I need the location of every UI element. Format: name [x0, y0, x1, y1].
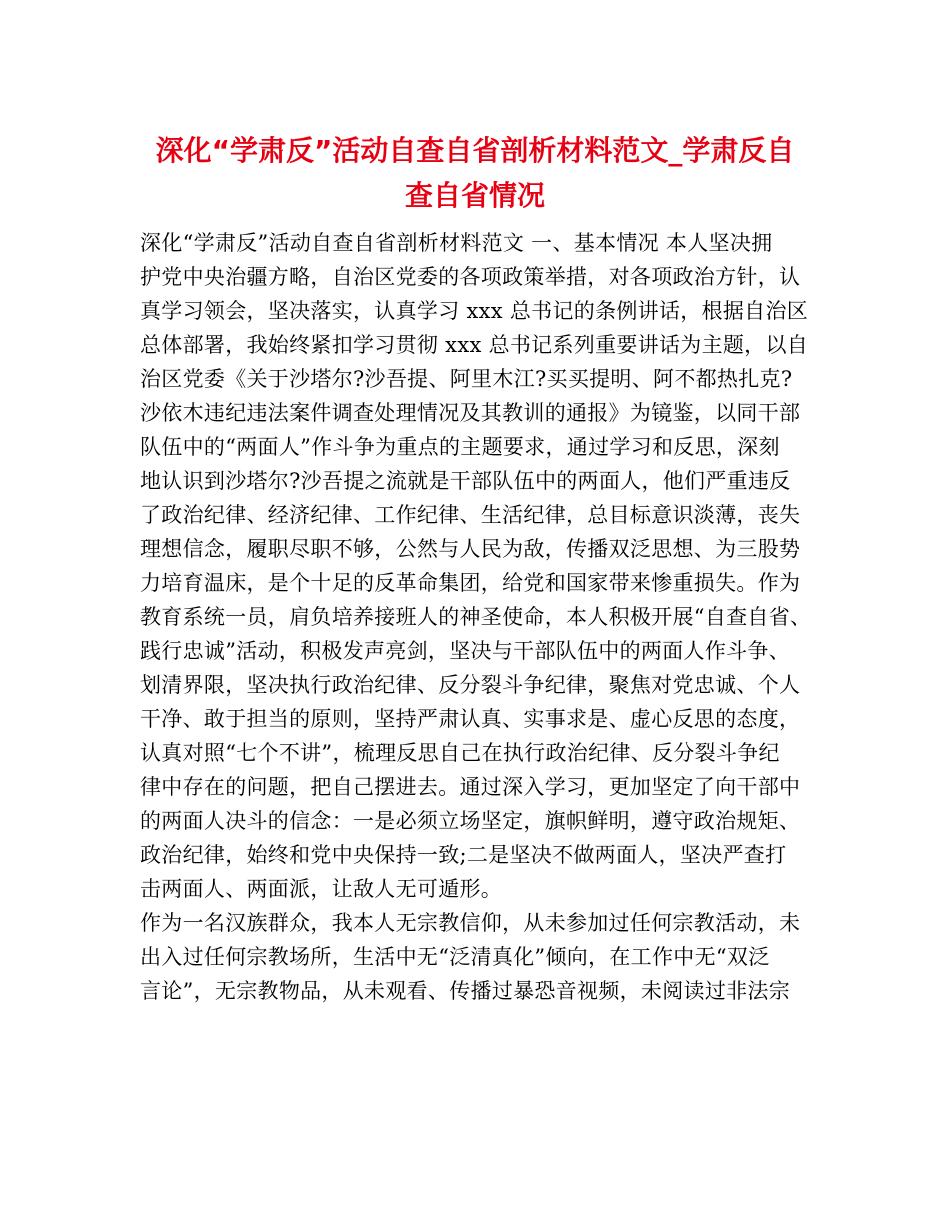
body-line: 护党中央治疆方略，自治区党委的各项政策举措，对各项政治方针，认 — [140, 265, 801, 289]
body-line: 划清界限，坚决执行政治纪律、反分裂斗争纪律，聚焦对党忠诚、个人 — [140, 673, 801, 697]
body-line: 干净、敢于担当的原则，坚持严肃认真、实事求是、虚心反思的态度， — [140, 707, 801, 731]
document-title-line-2: 查自省情况 — [404, 179, 545, 212]
body-line: 了政治纪律、经济纪律、工作纪律、生活纪律，总目标意识淡薄，丧失 — [140, 503, 801, 527]
body-line: 地认识到沙塔尔?沙吾提之流就是干部队伍中的两面人，他们严重违反 — [140, 469, 791, 493]
body-line: 言论”，无宗教物品，从未观看、传播过暴恐音视频，未阅读过非法宗 — [140, 979, 791, 1003]
body-line: 作为一名汉族群众，我本人无宗教信仰，从未参加过任何宗教活动，未 — [140, 911, 801, 935]
document-title-line-1: 深化“学肃反”活动自查自省剖析材料范文_学肃反自 — [155, 134, 795, 167]
body-line: 治区党委《关于沙塔尔?沙吾提、阿里木江?买买提明、阿不都热扎克? — [140, 367, 793, 391]
body-line: 教育系统一员，肩负培养接班人的神圣使命，本人积极开展“自查自省、 — [140, 605, 812, 629]
body-line: 真学习领会，坚决落实，认真学习 xxx 总书记的条例讲话，根据自治区 — [140, 299, 809, 323]
body-line: 的两面人决斗的信念：一是必须立场坚定，旗帜鲜明，遵守政治规矩、 — [140, 809, 801, 833]
body-line: 深化“学肃反”活动自查自省剖析材料范文 一、基本情况 本人坚决拥 — [140, 231, 773, 255]
body-line: 沙依木违纪违法案件调查处理情况及其教训的通报》为镜鉴，以同干部 — [140, 401, 801, 425]
body-line: 践行忠诚”活动，积极发声亮剑，坚决与干部队伍中的两面人作斗争、 — [140, 639, 791, 663]
body-line: 政治纪律，始终和党中央保持一致;二是坚决不做两面人，坚决严查打 — [140, 843, 787, 867]
body-line: 力培育温床，是个十足的反革命集团，给党和国家带来惨重损失。作为 — [140, 571, 801, 595]
body-line: 队伍中的“两面人”作斗争为重点的主题要求，通过学习和反思，深刻 — [140, 435, 780, 459]
body-line: 击两面人、两面派，让敌人无可遁形。 — [140, 877, 503, 901]
body-line: 理想信念，履职尽职不够，公然与人民为敌，传播双泛思想、为三股势 — [140, 537, 801, 561]
body-line: 律中存在的问题，把自己摆进去。通过深入学习，更加坚定了向干部中 — [140, 775, 801, 799]
body-line: 出入过任何宗教场所，生活中无“泛清真化”倾向，在工作中无“双泛 — [140, 945, 770, 969]
body-line: 认真对照“七个不讲”，梳理反思自己在执行政治纪律、反分裂斗争纪 — [140, 741, 780, 765]
body-line: 总体部署，我始终紧扣学习贯彻 xxx 总书记系列重要讲话为主题，以自 — [140, 333, 809, 357]
